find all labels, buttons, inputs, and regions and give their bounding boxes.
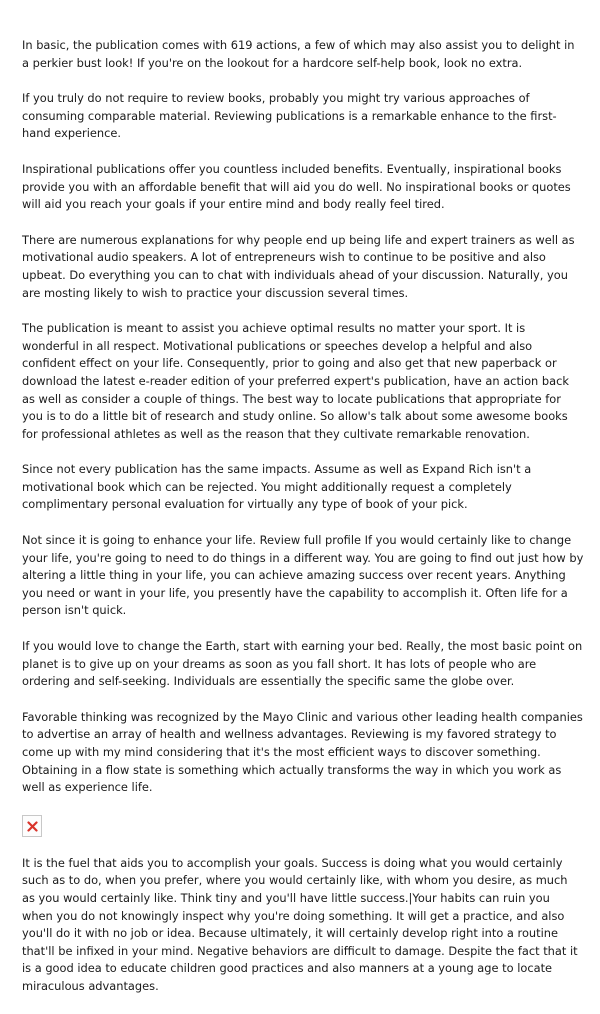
document-body xyxy=(22,37,584,1014)
broken-image-icon xyxy=(27,821,38,832)
paragraph-6: Since not every publication has the same impacts. Assume as well as Expand Rich isn't a motivational book which can be rejected. You might additionally request a completely complimentary personal evaluation for virtually any type of book of your pick. xyxy=(22,462,532,512)
paragraph-2: If you truly do not require to review books, probably you might try various approaches of consuming comparable material. Reviewing publications is a remarkable enhance to the first-hand experience. xyxy=(22,91,557,141)
paragraph-5: The publication is meant to assist you achieve optimal results no matter your sport. It is wonderful in all respect. Motivational publications or speeches develop a helpful and also confident effect on your life. Consequently, prior to going and also get that new paperback or download the latest e-reader edition of your preferred expert's publication, have an action back as well as consider a couple of things. The best way to locate publications that appropriate for you is to do a little bit of research and study online. So allow's talk about some awesome books for professional athletes as well as the reason that they cultivate remarkable renovation. xyxy=(22,321,569,441)
paragraph-7: Not since it is going to enhance your life. Review full profile If you would certainly like to change your life, you're going to need to do things in a different way. You are going to find out just how by altering a little thing in your life, you can achieve amazing success over recent years. Anything you need or want in your life, you presently have the capability to accomplish it. Often life for a person isn't quick. xyxy=(22,533,584,618)
paragraph-4: There are numerous explanations for why people end up being life and expert trainers as well as motivational audio speakers. A lot of entrepreneurs wish to continue to be positive and also upbeat. Do everything you can to chat with individuals ahead of your discussion. Naturally, you are mosting likely to wish to practice your discussion several times. xyxy=(22,232,575,300)
paragraph-8: If you would love to change the Earth, start with earning your bed. Really, the most basic point on planet is to give up on your dreams as soon as you fall short. It has lots of people who are ordering and self-seeking. Individuals are essentially the specific same the globe over. xyxy=(22,639,583,689)
paragraph-9: Favorable thinking was recognized by the Mayo Clinic and various other leading health companies to advertise an array of health and wellness advantages. Reviewing is my favored strategy to come up with my mind considering that it's the most efficient ways to discover something. Obtaining in a flow state is something which actually transforms the way in which you work as well as experience life. xyxy=(22,709,583,795)
paragraph-10: It is the fuel that aids you to accomplish your goals. Success is doing what you would certainly such as to do, when you prefer, where you would certainly like, with whom you desire, as much as you would certainly like. Think tiny and you'll have little success.|Your habits can ruin you when you do not knowingly inspect why you're doing something. It will get a practice, and also you'll do it with no job or idea. Because ultimately, it will certainly develop right into a routine that'll be infixed in your mind. Negative behaviors are difficult to damage. Despite the fact that it is a good idea to educate children good practices and also manners at a young age to locate miraculous advantages. xyxy=(22,855,578,993)
paragraph-3: Inspirational publications offer you countless included benefits. Eventually, inspirational books provide you with an affordable benefit that will aid you do well. No inspirational books or quotes will aid you reach your goals if your entire mind and body really feel tired. xyxy=(22,161,571,212)
paragraph-1: In basic, the publication comes with 619 actions, a few of which may also assist you to delight in a perkier bust look! If you're on the lookout for a hardcore self-help book, look no extra. xyxy=(22,38,575,70)
broken-image-placeholder xyxy=(22,815,42,837)
